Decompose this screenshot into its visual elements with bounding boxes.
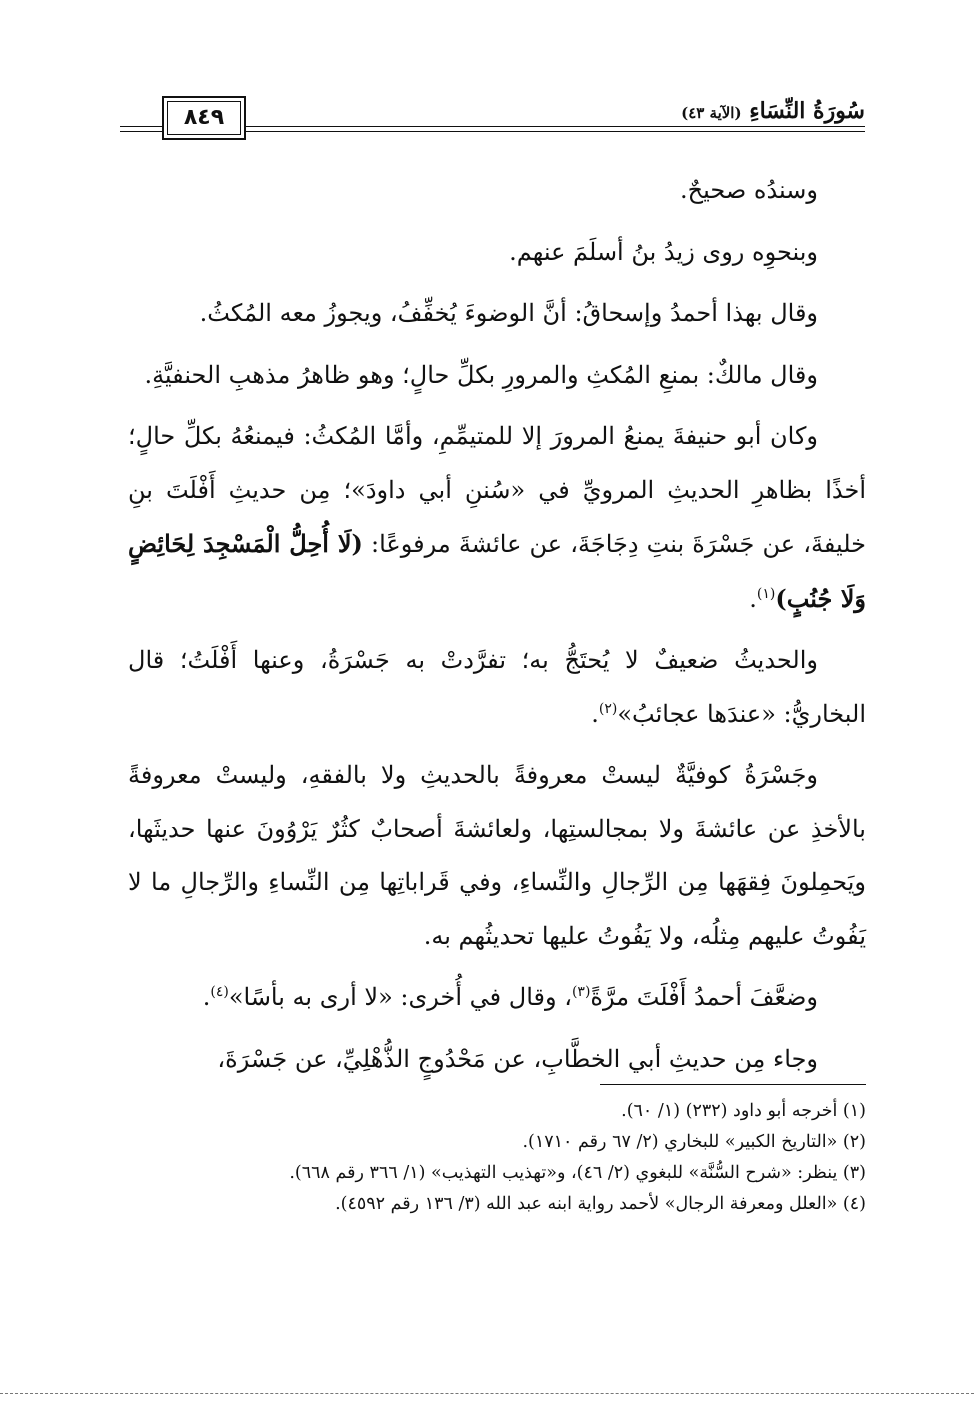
paragraph-text: والحديثُ ضعيفٌ لا يُحتَجُّ به؛ تفرَّدتْ به جَسْرَةُ، وعنها أَفْلَتُ؛ قال البخاريُّ: «عندَها عجائبُ»: [128, 646, 866, 728]
paragraph: وقال مالكٌ: بمنعِ المُكثِ والمرورِ بكلِّ حالٍ؛ وهو ظاهرُ مذهبِ الحنفيَّةِ.: [144, 360, 818, 389]
hadith-quote: (لَا أُحِلُّ الْمَسْجِدَ لِحَائِضٍ وَلَا جُنُبٍ): [128, 529, 866, 613]
page-number-box: [162, 96, 246, 140]
paragraph-text: ، وقال في أُخرى: «لا أرى به بأسًا»: [228, 983, 572, 1011]
paragraph: وقال بهذا أحمدُ وإسحاقُ: أنَّ الوضوءَ يُخفِّفُ، ويجوزُ معه المُكثُ.: [199, 299, 818, 327]
paragraph: وجَسْرَةُ كوفيَّةٌ ليستْ معروفةً بالحديثِ ولا بالفقهِ، وليستْ معروفةً بالأخذِ عن عائشةَ ولا بمجالستِها، ولعائشةَ أصحابٌ كثُرٌ يَرْوُونَ عنها حديثَها، ويَحمِلونَ فِقهَها مِن الرِّجالِ والنِّساءِ، وفي قَراباتِها مِن النِّساءِ والرِّجالِ ما لا يَفُوتُ عليهم مِثلُه، ولا يَفُوتُ عليها تحديثُهم به.: [128, 761, 866, 950]
footnotes: [128, 1096, 866, 1220]
paragraph-text: وكان أبو حنيفةَ يمنعُ المرورَ إلا للمتيمِّمِ، وأمَّا المُكثُ: فيمنعُهُ بكلِّ حالٍ؛ أخذًا بظاهرِ الحديثِ المرويِّ في «سُننِ أبي داودَ»؛ مِن حديثِ أَفْلَتَ بنِ خليفةَ، عن جَسْرَةَ بنتِ دِجَاجَةَ، عن عائشةَ مرفوعًا:: [128, 422, 866, 558]
scan-edge-line: [0, 1393, 974, 1394]
paragraph-end: .: [202, 983, 211, 1011]
footnote-item: (٢) «التاريخ الكبير» للبخاري (٢/ ٦٧ رقم ١٧١٠).: [522, 1132, 866, 1152]
paragraph-end: .: [749, 584, 757, 613]
footnote-ref[interactable]: (٢): [598, 700, 618, 717]
footnote-ref[interactable]: (١): [756, 585, 776, 602]
footnote-separator: [600, 1084, 866, 1085]
paragraph: [128, 971, 866, 1025]
footnote-ref[interactable]: (٣): [571, 984, 591, 1000]
footnote-item: (٣) ينظر: «شرح السُّنَّة» للبغوي (٢/ ٤٦)، و«تهذيب التهذيب» (١/ ٣٦٦ رقم ٦٦٨).: [289, 1163, 866, 1183]
footnote-item: (٤) «العلل ومعرفة الرجال» لأحمد رواية ابنه عبد الله (٣/ ١٣٦ رقم ٤٥٩٢).: [335, 1194, 866, 1214]
footnote-item: (١) أخرجه أبو داود (٢٣٢) (١/ ٦٠).: [621, 1101, 866, 1121]
paragraph: وبنحوِه روى زيدُ بنُ أسلَمَ عنهم.: [509, 237, 818, 266]
surah-title: سُورَةُ النِّسَاءِ: [749, 98, 865, 124]
paragraph: وسندُه صحيحٌ.: [680, 176, 818, 204]
running-title: [681, 98, 865, 124]
page-header: [120, 96, 865, 152]
footnote-ref[interactable]: (٤): [210, 984, 229, 1000]
paragraph: وجاء مِن حديثِ أبي الخطَّابِ، عن مَحْدُوجٍ الذُّهْلِيِّ، عن جَسْرَةَ،: [217, 1044, 818, 1073]
verse-label: (الآية ٤٣): [681, 104, 742, 122]
paragraph: [128, 410, 866, 626]
paragraph-end: .: [591, 699, 599, 728]
main-text: [128, 164, 866, 1094]
paragraph-text: وضعَّفَ أحمدُ أَفْلَتَ مرَّةً: [590, 983, 818, 1011]
page-number: ٨٤٩: [167, 101, 241, 135]
paragraph: [128, 634, 866, 741]
